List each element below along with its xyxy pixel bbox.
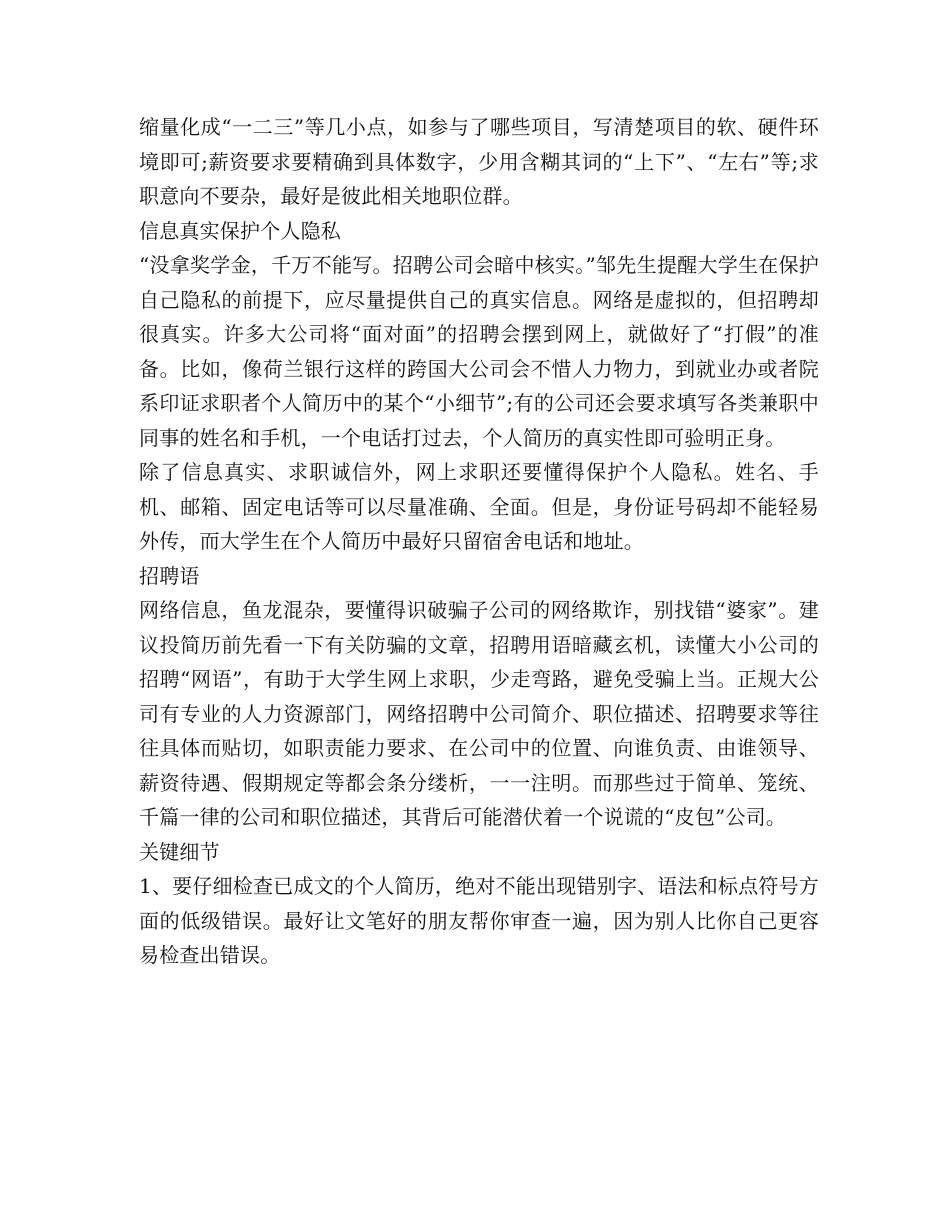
paragraph-key-detail-1: 1、要仔细检查已成文的个人简历，绝对不能出现错别字、语法和标点符号方面的低级错误。最好让文笔好的朋友帮你审查一遍，因为别人比你自己更容易检查出错误。 [139,874,819,967]
paragraph-protect-privacy: 除了信息真实、求职诚信外，网上求职还要懂得保护个人隐私。姓名、手机、邮箱、固定电话等可以尽量准确、全面。但是，身份证号码却不能轻易外传，而大学生在个人简历中最好只留宿舍电话和地址。 [139,460,819,553]
section-heading-key-details: 关键细节 [139,839,220,864]
document-body [139,110,819,973]
section-heading-privacy: 信息真实保护个人隐私 [139,218,341,243]
section-heading-recruitment-language: 招聘语 [139,563,200,588]
paragraph-recruitment-language: 网络信息，鱼龙混杂，要懂得识破骗子公司的网络欺诈，别找错“婆家”。建议投简历前先看一下有关防骗的文章，招聘用语暗藏玄机，读懂大小公司的招聘“网语”，有助于大学生网上求职，少走弯路，避免受骗上当。正规大公司有专业的人力资源部门，网络招聘中公司简介、职位描述、招聘要求等往往具体而贴切，如职责能力要求、在公司中的位置、向谁负责、由谁领导、薪资待遇、假期规定等都会条分缕析，一一注明。而那些过于简单、笼统、千篇一律的公司和职位描述，其背后可能潜伏着一个说谎的“皮包”公司。 [139,598,819,829]
paragraph-truthful-info: “没拿奖学金，千万不能写。招聘公司会暗中核实。”邹先生提醒大学生在保护自己隐私的前提下，应尽量提供自己的真实信息。网络是虚拟的，但招聘却很真实。许多大公司将“面对面”的招聘会摆到网上，就做好了“打假”的准备。比如，像荷兰银行这样的跨国大公司会不惜人力物力，到就业办或者院系印证求职者个人简历中的某个“小细节”;有的公司还会要求填写各类兼职中同事的姓名和手机，一个电话打过去，个人简历的真实性即可验明正身。 [139,253,819,450]
paragraph-resume-format: 缩量化成“一二三”等几小点，如参与了哪些项目，写清楚项目的软、硬件环境即可;薪资要求要精确到具体数字，少用含糊其词的“上下”、“左右”等;求职意向不要杂，最好是彼此相关地职位群。 [139,115,819,208]
